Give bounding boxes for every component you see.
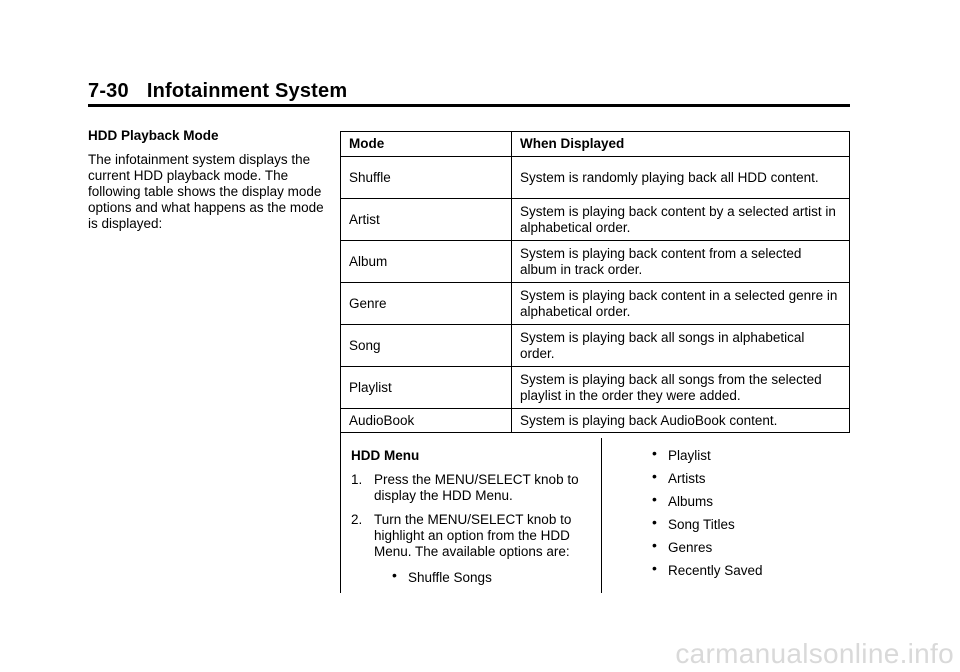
option-label: Artists bbox=[668, 471, 706, 486]
option-label: Recently Saved bbox=[668, 563, 763, 578]
desc-cell: System is playing back content from a selected album in track order. bbox=[512, 241, 850, 283]
bullet-icon: • bbox=[652, 537, 657, 553]
header-when-displayed: When Displayed bbox=[512, 132, 850, 157]
mode-cell: Album bbox=[341, 241, 512, 283]
mode-cell: Genre bbox=[341, 283, 512, 325]
option-item bbox=[600, 445, 840, 464]
desc-cell: System is playing back all songs in alphabetical order. bbox=[512, 325, 850, 367]
table-row bbox=[341, 283, 850, 325]
header-rule bbox=[88, 104, 850, 107]
table-header-row bbox=[341, 132, 850, 157]
desc-cell: System is randomly playing back all HDD content. bbox=[512, 157, 850, 199]
mode-cell: Song bbox=[341, 325, 512, 367]
bullet-icon: • bbox=[392, 567, 397, 583]
table-row bbox=[341, 325, 850, 367]
hdd-options-column bbox=[600, 445, 840, 586]
watermark: carmanualsonline.info bbox=[675, 638, 954, 669]
section-title: Infotainment System bbox=[146, 80, 348, 102]
option-item bbox=[340, 567, 590, 586]
bullet-icon: • bbox=[652, 560, 657, 576]
table-row bbox=[341, 367, 850, 409]
desc-cell: System is playing back content by a selected artist in alphabetical order. bbox=[512, 199, 850, 241]
desc-cell: System is playing back all songs from the selected playlist in the order they were added. bbox=[512, 367, 850, 409]
desc-cell: System is playing back content in a selected genre in alphabetical order. bbox=[512, 283, 850, 325]
mode-cell: Artist bbox=[341, 199, 512, 241]
option-label: Albums bbox=[668, 494, 714, 509]
mode-cell: Shuffle bbox=[341, 157, 512, 199]
playback-mode-table bbox=[340, 131, 850, 433]
bullet-icon: • bbox=[652, 491, 657, 507]
step-text: Turn the MENU/SELECT knob to highlight an option from the HDD Menu. The available options are: bbox=[374, 512, 572, 559]
hdd-menu-section bbox=[340, 448, 590, 586]
bullet-icon: • bbox=[652, 468, 657, 484]
step-text: Press the MENU/SELECT knob to display the HDD Menu. bbox=[374, 472, 579, 503]
step-item bbox=[340, 512, 590, 560]
option-item bbox=[600, 514, 840, 533]
step-number: 2. bbox=[351, 512, 363, 527]
option-item bbox=[600, 560, 840, 579]
page-header bbox=[88, 80, 347, 103]
table-row bbox=[341, 157, 850, 199]
desc-cell: System is playing back AudioBook content. bbox=[512, 409, 850, 433]
intro-heading: HDD Playback Mode bbox=[88, 128, 219, 143]
hdd-menu-heading: HDD Menu bbox=[351, 448, 420, 463]
intro-text: The infotainment system displays the current HDD playback mode. The following table shows the display mode options and what happens as the mode is displayed: bbox=[88, 152, 324, 231]
option-label: Song Titles bbox=[668, 517, 735, 532]
option-label: Shuffle Songs bbox=[408, 570, 492, 585]
step-item bbox=[340, 472, 590, 504]
option-item bbox=[600, 537, 840, 556]
bullet-icon: • bbox=[652, 445, 657, 461]
option-item bbox=[600, 468, 840, 487]
section-number: 7-30 bbox=[88, 80, 129, 102]
mode-cell: AudioBook bbox=[341, 409, 512, 433]
table-row bbox=[341, 241, 850, 283]
mode-cell: Playlist bbox=[341, 367, 512, 409]
header-mode: Mode bbox=[341, 132, 512, 157]
step-number: 1. bbox=[351, 472, 363, 487]
option-item bbox=[600, 491, 840, 510]
option-label: Genres bbox=[668, 540, 713, 555]
table-row bbox=[341, 409, 850, 433]
bullet-icon: • bbox=[652, 514, 657, 530]
option-label: Playlist bbox=[668, 448, 711, 463]
intro-column bbox=[88, 128, 328, 232]
table-row bbox=[341, 199, 850, 241]
